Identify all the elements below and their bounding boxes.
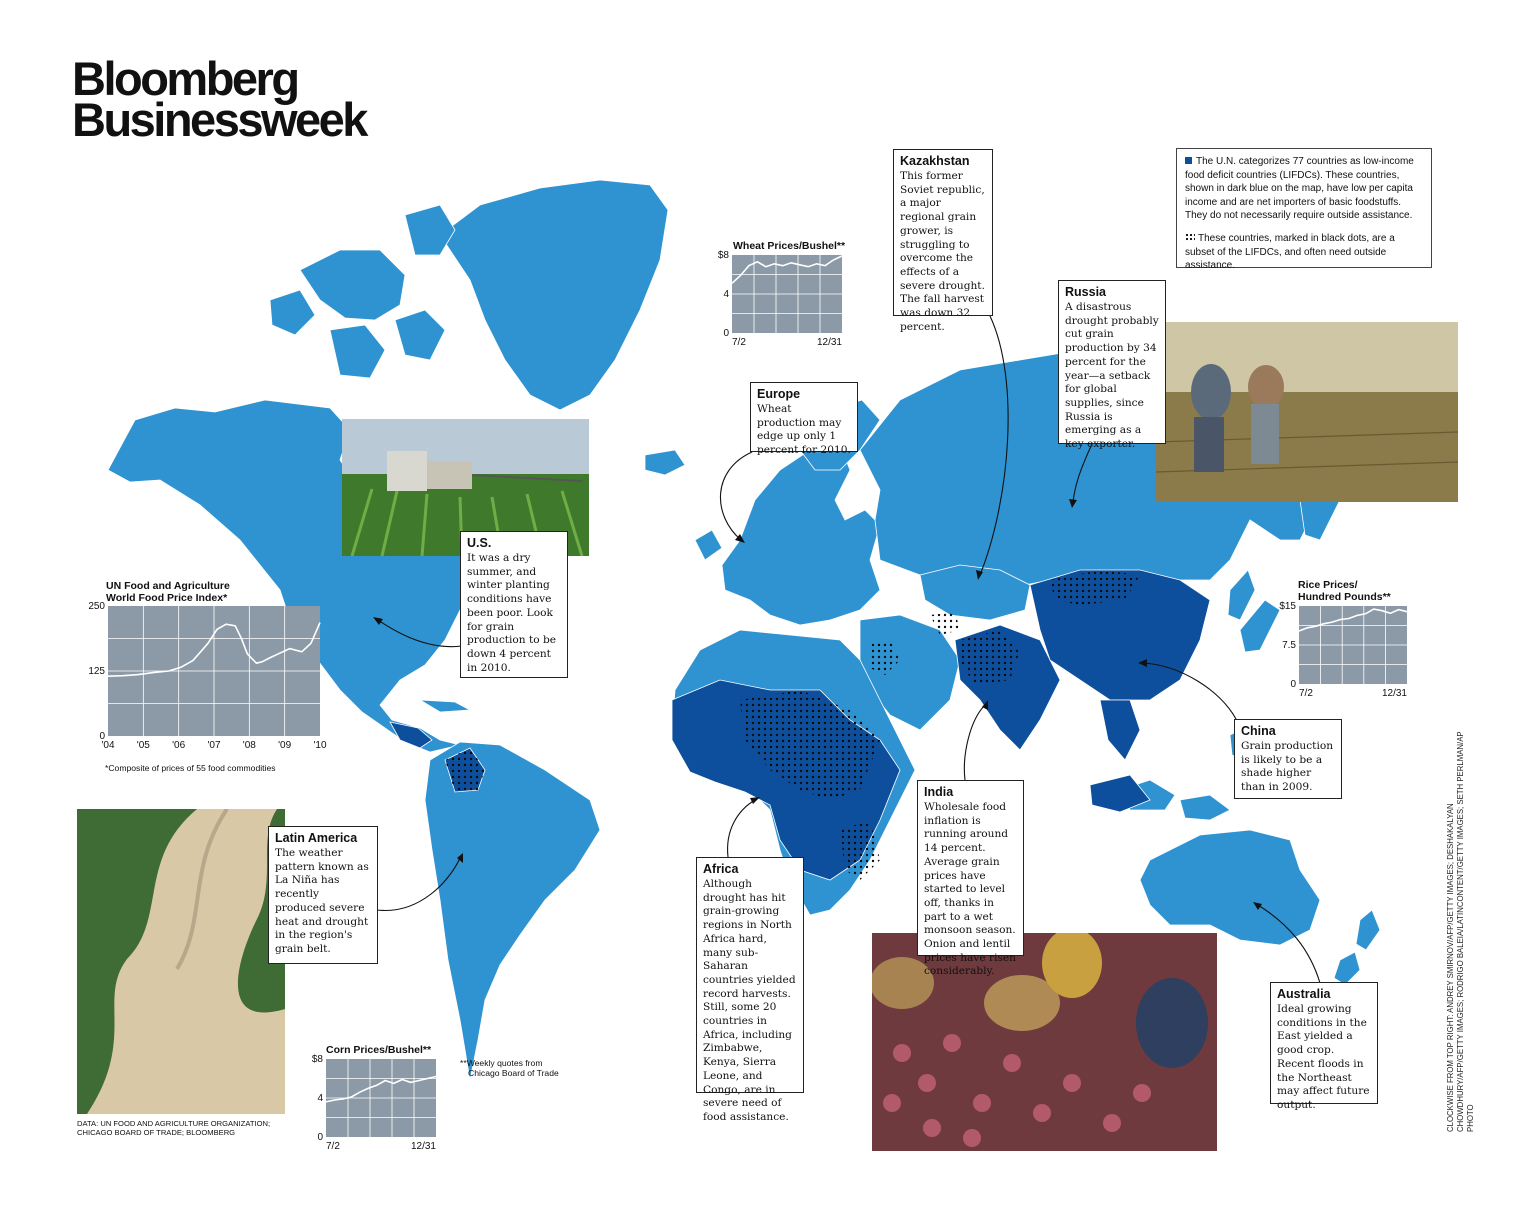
y-tick-label: 0: [99, 731, 105, 742]
callout-title: Russia: [1065, 285, 1106, 299]
y-tick-label: $8: [311, 1054, 323, 1065]
corn-chart-title: Corn Prices/Bushel**: [326, 1044, 432, 1056]
y-tick-label: 4: [723, 289, 729, 300]
weekly-footnote: [460, 1058, 559, 1078]
x-tick-label: 7/2: [732, 337, 746, 348]
callout-body: Grain production is likely to be a shade higher than in 2009.: [1241, 740, 1334, 794]
x-tick-label: '07: [207, 740, 221, 751]
x-tick-label: 12/31: [1381, 688, 1407, 699]
data-source-line-2: CHICAGO BOARD OF TRADE; BLOOMBERG: [77, 1128, 236, 1137]
fao-chart: [78, 600, 328, 756]
legend-item-assistance: [1185, 232, 1423, 273]
fao-title-line-1: UN Food and Agriculture: [106, 580, 230, 592]
callout-china: [1234, 719, 1342, 799]
x-tick-label: 7/2: [1299, 688, 1313, 699]
australia: [1140, 830, 1320, 945]
callout-kazakhstan: [893, 149, 993, 333]
callout-title: Kazakhstan: [900, 154, 970, 168]
greenland: [440, 180, 668, 410]
callout-body: Ideal growing conditions in the East yielded a good crop. Recent floods in the Northeast may affect future output.: [1277, 1003, 1370, 1111]
callout-russia: [1058, 280, 1166, 451]
y-tick-label: 250: [88, 601, 105, 612]
wheat-chart: [712, 250, 852, 350]
callout-body: This former Soviet republic, a major regional grain grower, is struggling to overcome the effects of a severe drought. The fall harvest was down 32 percent.: [900, 170, 985, 333]
callout-europe: [750, 382, 858, 457]
callout-body: The weather pattern known as La Niña has recently produced severe heat and drought in the region's grain belt.: [275, 847, 369, 955]
callout-title: China: [1241, 724, 1276, 738]
arctic-islands: [300, 250, 405, 320]
callout-body: It was a dry summer, and winter planting conditions have been poor. Look for grain production to be down 4 percent in 2010.: [467, 552, 557, 674]
y-tick-label: $15: [1279, 601, 1296, 612]
drought-field-image: [1156, 322, 1458, 502]
callout-body: A disastrous drought probably cut grain production by 34 percent for the year—a setback for global supplies, since Russia is emerging as a key exporter.: [1065, 301, 1159, 451]
callout-africa: [696, 857, 804, 1123]
arrow-africa: [728, 800, 755, 857]
rice-title-line-2: Hundred Pounds**: [1298, 591, 1391, 603]
brand-line-1: Bloomberg: [72, 52, 298, 105]
y-tick-label: 125: [88, 666, 105, 677]
callout-australia: [1270, 982, 1378, 1111]
callout-title: Africa: [703, 862, 739, 876]
x-tick-label: '10: [313, 740, 327, 751]
x-tick-label: 12/31: [816, 337, 842, 348]
y-tick-label: 0: [723, 328, 729, 339]
x-tick-label: '04: [101, 740, 115, 751]
y-tick-label: 4: [317, 1093, 323, 1104]
callout-latin-america: [268, 826, 378, 964]
europe: [722, 445, 880, 625]
x-tick-label: '08: [242, 740, 256, 751]
photo-latin-america-river: [77, 809, 285, 1114]
callout-title: Europe: [757, 387, 801, 401]
callout-us: [460, 531, 568, 678]
legend-item-lifdc: [1185, 155, 1423, 223]
weekly-footnote-line-2: Chicago Board of Trade: [468, 1068, 559, 1078]
x-tick-label: 12/31: [410, 1141, 436, 1152]
rice-chart: [1272, 600, 1422, 700]
callout-body: Wheat production may edge up only 1 percent for 2010.: [757, 403, 851, 457]
dark-blue-swatch: [1185, 157, 1192, 164]
callout-title: Latin America: [275, 831, 358, 845]
data-source-line-1: DATA: UN FOOD AND AGRICULTURE ORGANIZATION;: [77, 1119, 271, 1128]
brand-line-2: Businessweek: [72, 93, 366, 146]
brand-logo: [72, 52, 366, 146]
x-tick-label: '06: [172, 740, 186, 751]
y-tick-label: 7.5: [1282, 640, 1296, 651]
y-tick-label: $8: [717, 250, 729, 261]
callout-body: Although drought has hit grain-growing regions in North Africa hard, many sub-Saharan countries yielded record harvests. Still, some 20 countries in Africa, including Zimbabwe, Kenya, Sierra Leone, and Congo, are in severe need of food assistance.: [703, 878, 796, 1123]
fao-title-line-2: World Food Price Index*: [106, 592, 228, 604]
arrow-india: [964, 705, 985, 780]
weekly-footnote-line-1: **Weekly quotes from: [460, 1058, 543, 1068]
data-source: [77, 1119, 270, 1137]
corn-chart: [306, 1054, 452, 1154]
wheat-chart-title: Wheat Prices/Bushel**: [733, 240, 846, 252]
callout-india: [917, 780, 1024, 978]
south-america: [425, 742, 600, 1080]
photo-credit: CLOCKWISE FROM TOP RIGHT: ANDREY SMIRNOV/AFP/GETTY IMAGES; DESHAKALYAN CHOWDHURY/AFP/GETTY IMAGES; RODRIGO BALEIA/LATINCONTENT/GETTY IMAGES; SETH PERLMAN/AP PHOTO: [1446, 731, 1475, 1132]
dry-riverbed-image: [77, 809, 285, 1114]
x-tick-label: 7/2: [326, 1141, 340, 1152]
callout-title: Australia: [1277, 987, 1331, 1001]
callout-body: Wholesale food inflation is running around 14 percent. Average grain prices have started to level off, thanks in part to a wet monsoon season. Onion and lentil prices have risen considerably.: [924, 801, 1016, 978]
dots-swatch: [1185, 233, 1195, 241]
callout-title: U.S.: [467, 536, 492, 550]
fao-footnote: *Composite of prices of 55 food commodities: [105, 763, 276, 773]
callout-title: India: [924, 785, 954, 799]
y-tick-label: 0: [1290, 679, 1296, 690]
legend-text-1: The U.N. categorizes 77 countries as low-income food deficit countries (LIFDCs). These countries, shown in dark blue on the map, have low per capita income and are net importers of basic foodstuffs. They do not necessarily require outside assistance.: [1185, 156, 1414, 222]
legend-text-2: These countries, marked in black dots, are a subset of the LIFDCs, and often need outside assistance.: [1185, 232, 1395, 272]
se-asia-lifdc: [1100, 700, 1140, 760]
legend: [1176, 148, 1432, 272]
photo-russia-field: [1156, 322, 1458, 502]
rice-title-line-1: Rice Prices/: [1298, 579, 1358, 591]
x-tick-label: '09: [278, 740, 292, 751]
y-tick-label: 0: [317, 1132, 323, 1143]
x-tick-label: '05: [136, 740, 150, 751]
